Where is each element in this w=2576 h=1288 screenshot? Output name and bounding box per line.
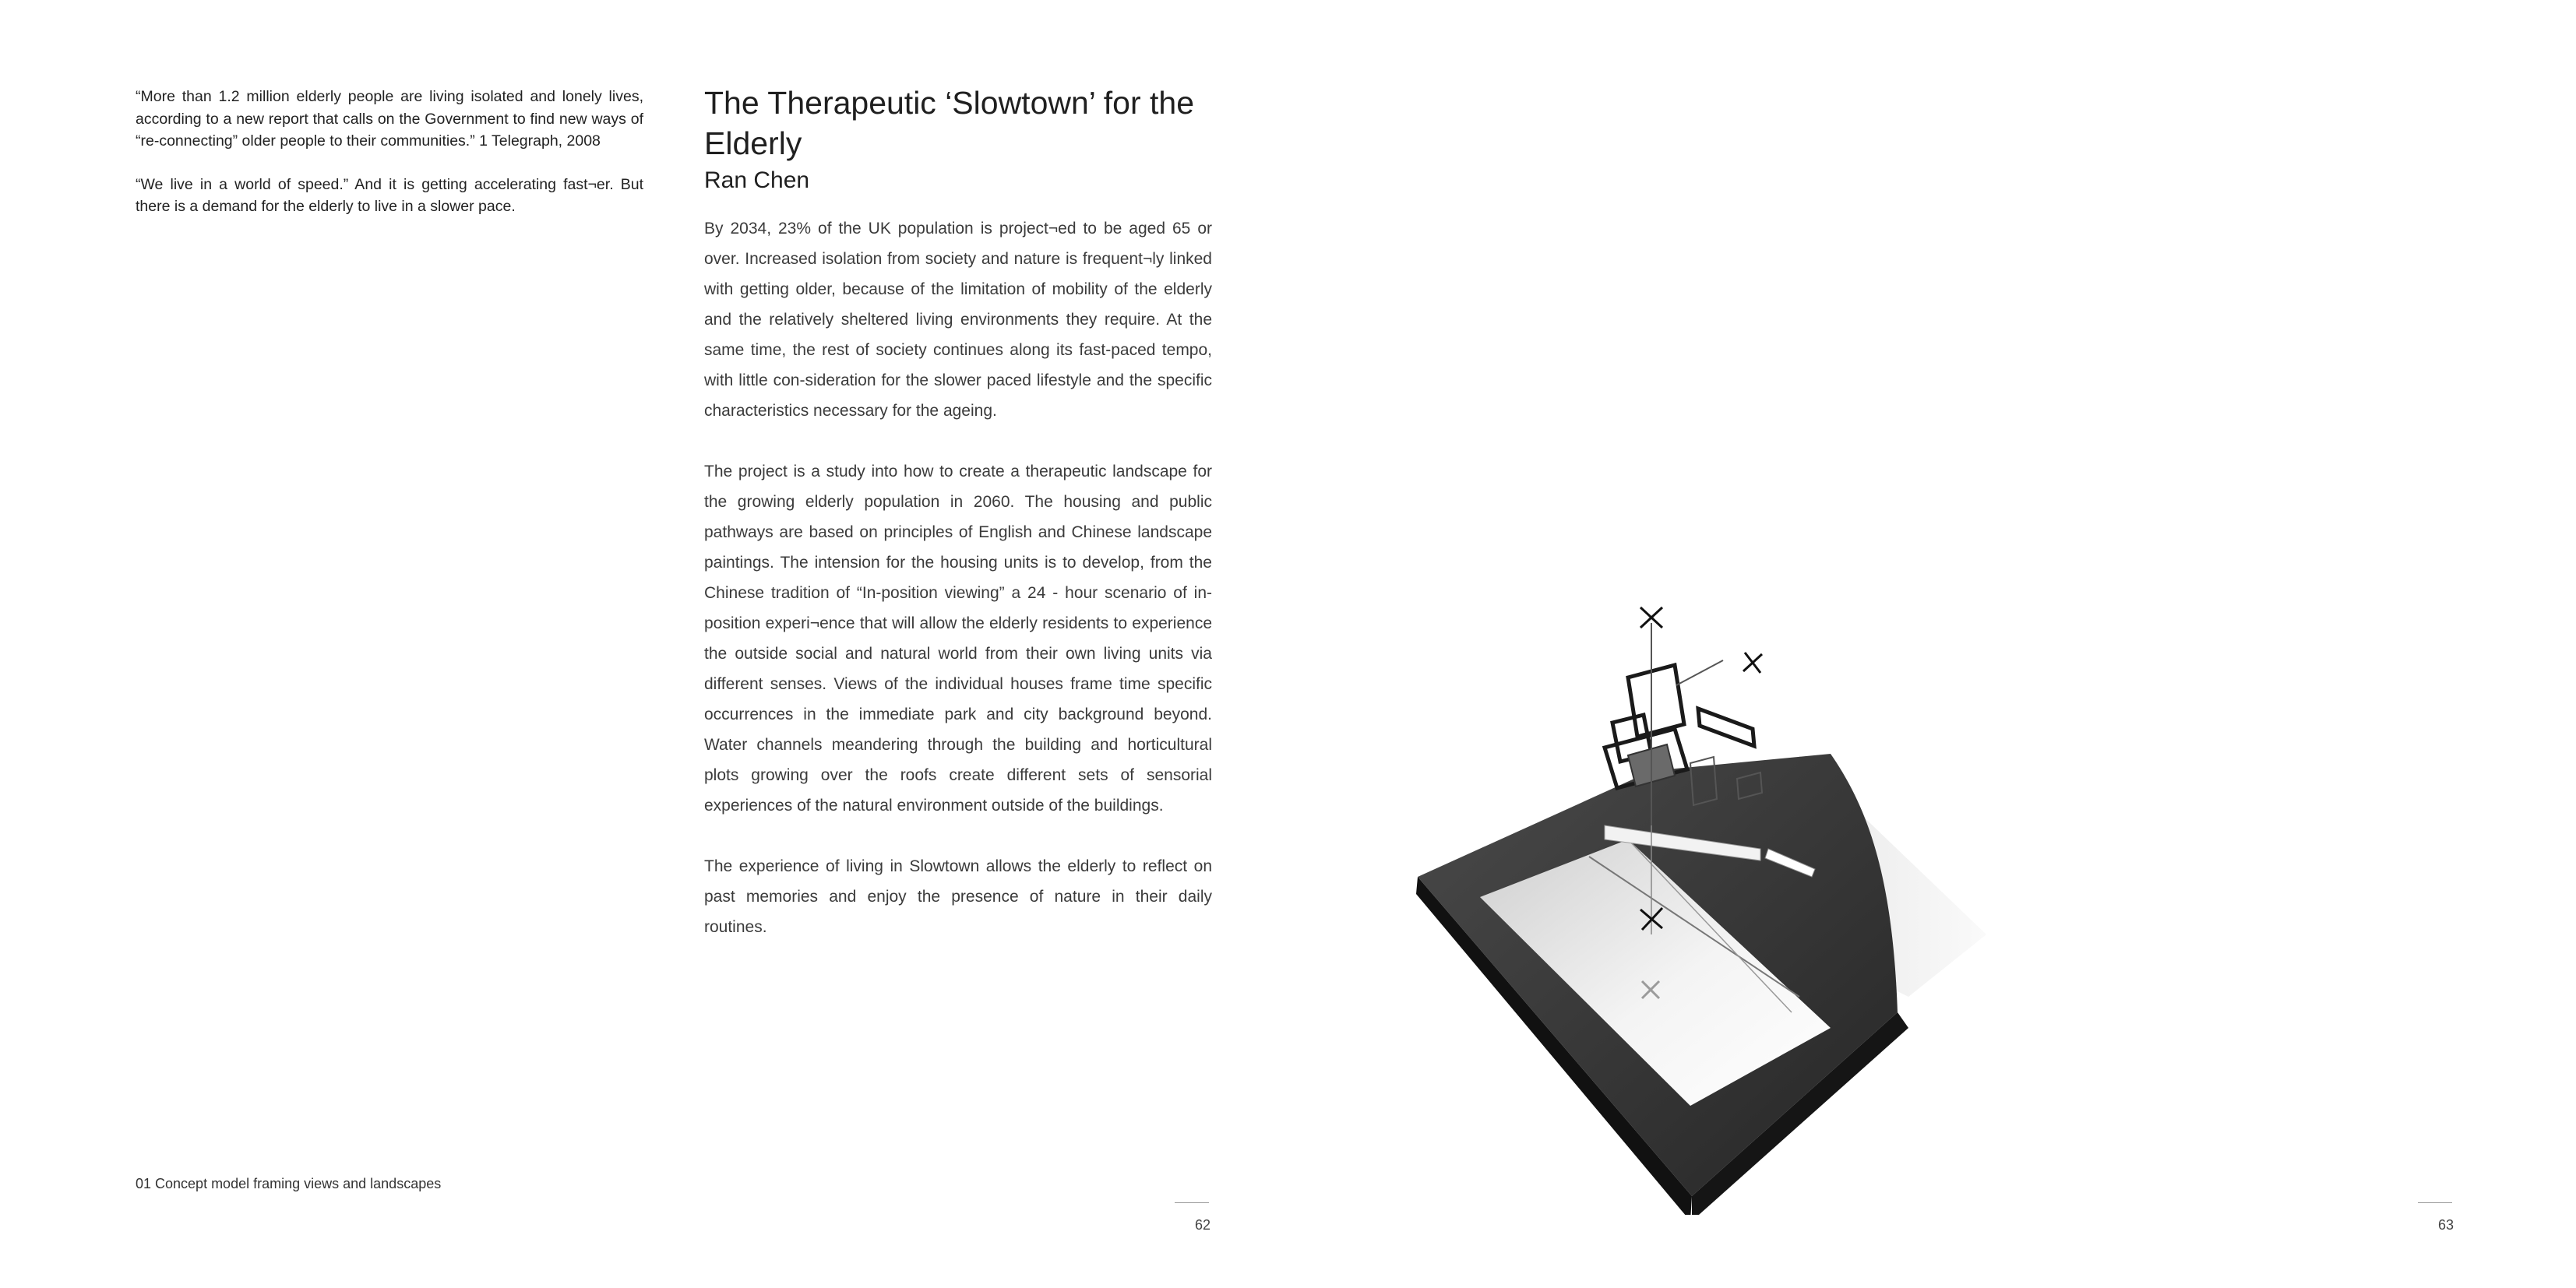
page-number-left: 62 xyxy=(1194,1217,1210,1233)
body-paragraph-2: The project is a study into how to create a therapeutic landscape for the growing elderly population in 2060. The housing and public pathways are based on principles of English and Chinese landscape paintings. The intension for the housing units is to develop, from the Chinese tradition of “In-position viewing” a 24 - hour scenario of in-position experi¬ence that will allow the elderly residents to experience the outside social and natural world from their own living units via different senses. Views of the individual houses frame time specific occurrences in the immediate park and city background beyond. Water channels meandering through the building and horticultural plots growing over the roofs create different sets of sensorial experiences of the natural environment outside of the buildings. xyxy=(704,463,1212,815)
body-paragraph-3: The experience of living in Slowtown allows the elderly to reflect on past memories and enjoy the presence of nature in their daily routines. xyxy=(704,857,1212,936)
page-rule-right xyxy=(2418,1202,2452,1203)
figure-caption: 01 Concept model framing views and landscapes xyxy=(136,1176,442,1191)
quote-1: “More than 1.2 million elderly people are living isolated and lonely lives, according to a new report that calls on the Government to find new ways of “re-connecting” older people to their communities.” 1 Telegraph, 2008 xyxy=(136,88,643,150)
page-rule-left xyxy=(1175,1202,1209,1203)
concept-model-photo xyxy=(1394,592,2002,1215)
epigraph-quotes xyxy=(136,86,643,239)
article xyxy=(704,83,1212,973)
article-body xyxy=(704,213,1212,942)
quote-2: “We live in a world of speed.” And it is getting accelerating fast¬er. But there is a demand for the elderly to live in a slower pace. xyxy=(136,175,643,215)
article-author: Ran Chen xyxy=(704,167,810,193)
page-number-right: 63 xyxy=(2437,1217,2454,1233)
article-title: The Therapeutic ‘Slowtown’ for the Elderly xyxy=(704,85,1194,161)
body-paragraph-1: By 2034, 23% of the UK population is project¬ed to be aged 65 or over. Increased isolation from society and nature is frequent¬ly linked with getting older, because of the limitation of mobility of the elderly and the relatively sheltered living environments they require. At the same time, the rest of society continues along its fast-paced tempo, with little con-sideration for the slower paced lifestyle and the specific characteristics necessary for the ageing. xyxy=(704,220,1212,420)
